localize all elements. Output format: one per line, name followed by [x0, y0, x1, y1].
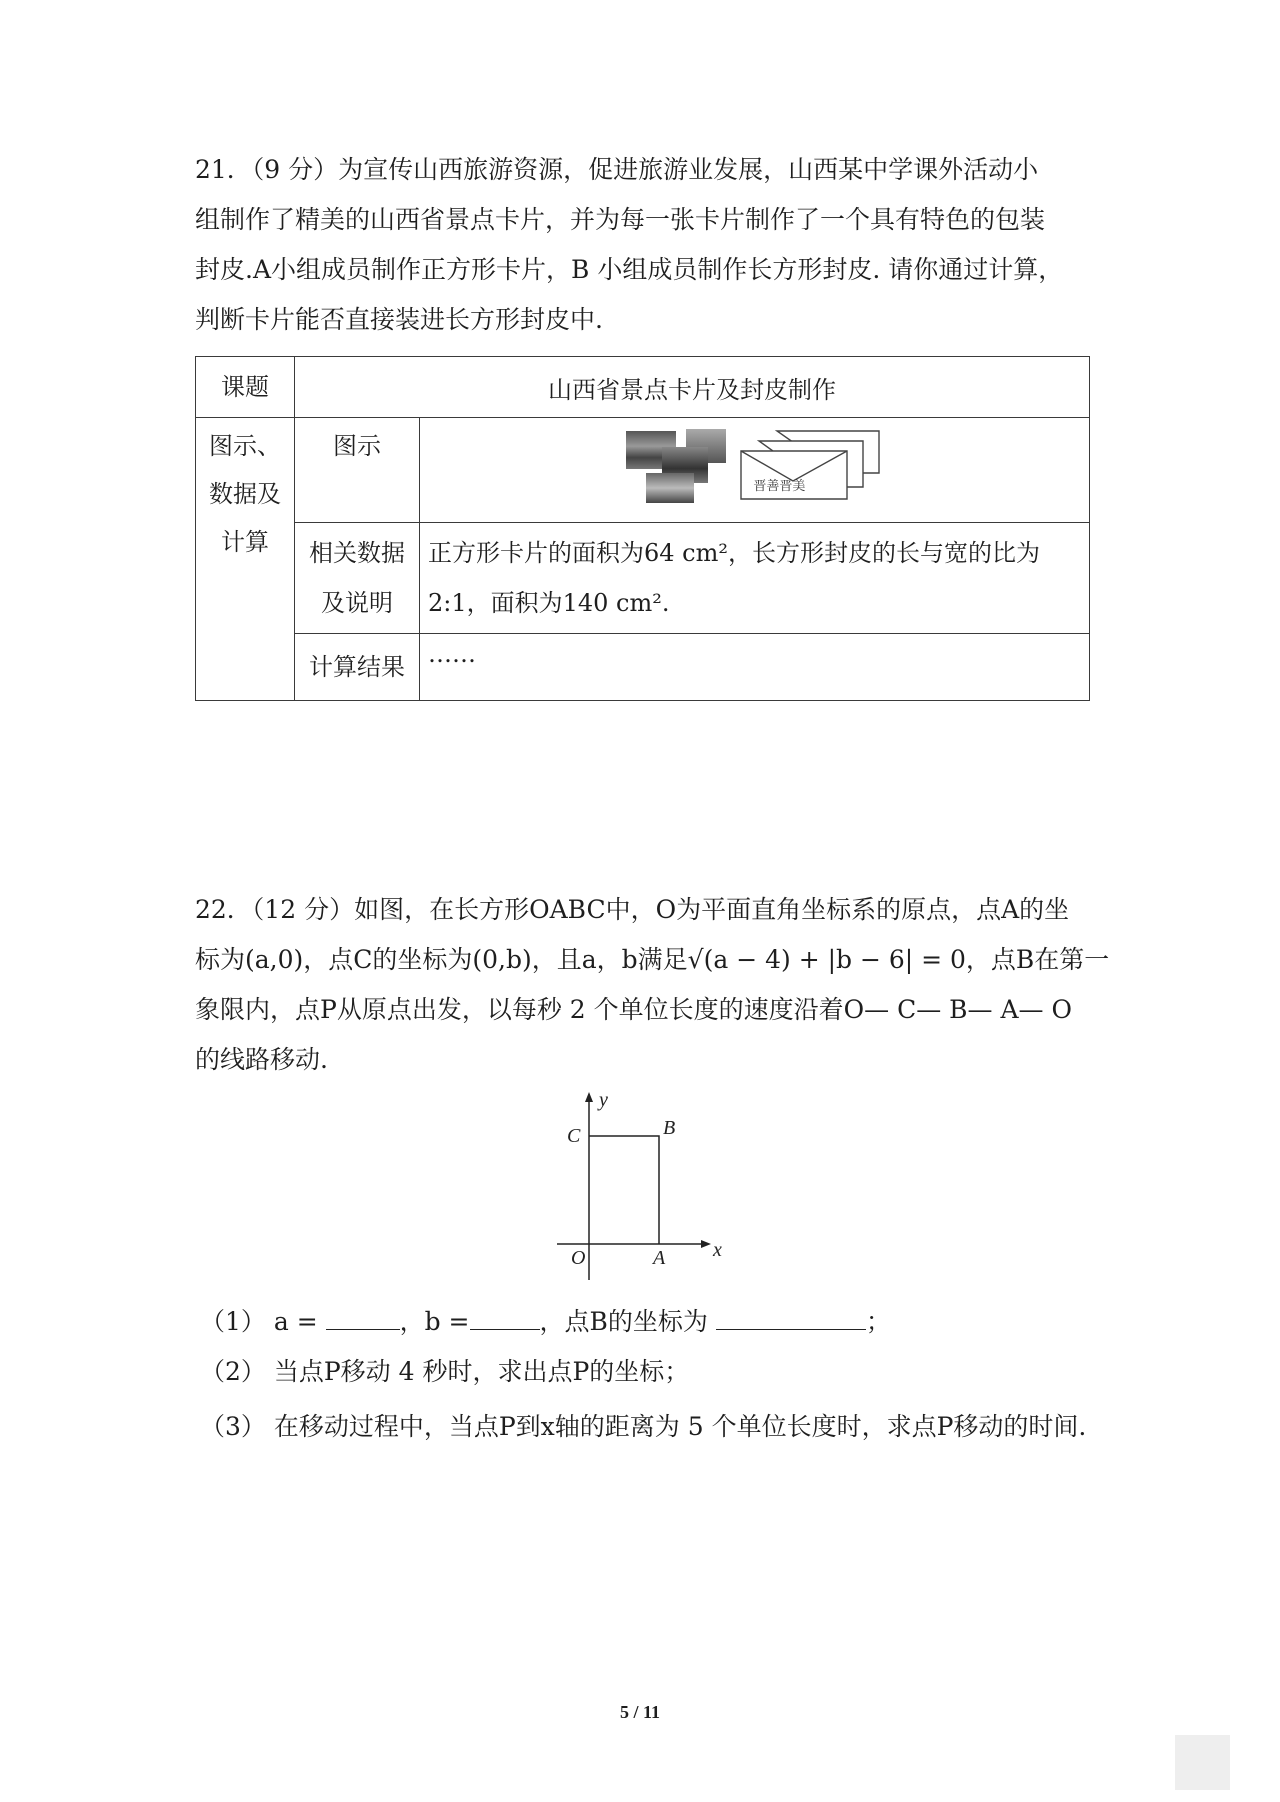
page-number: 5 / 11 — [619, 1702, 660, 1722]
x-axis-label: x — [713, 1239, 722, 1261]
topic-value: 山西省景点卡片及封皮制作 — [295, 357, 1090, 418]
envelope-text: 晋善晋美 — [753, 479, 806, 494]
point-b-label: B — [663, 1117, 676, 1139]
rectangle-oabc — [589, 1136, 659, 1244]
result-label: 计算结果 — [295, 634, 420, 701]
table-row — [196, 357, 1090, 418]
figure-cell — [420, 418, 1090, 523]
data-line: 正方形卡片的面积为64 cm²，长方形封皮的长与宽的比为 — [428, 539, 1040, 567]
section-label-line: 计算 — [221, 528, 269, 556]
point-o-label: O — [571, 1247, 586, 1269]
corner-mark — [1175, 1735, 1230, 1790]
data-label-line: 及说明 — [321, 589, 393, 617]
data-label — [295, 523, 420, 634]
answer-blank-a[interactable] — [326, 1303, 400, 1330]
question-22-text — [195, 885, 1110, 1085]
section-label-line: 图示、 — [209, 432, 281, 460]
sq1-end: ； — [865, 1307, 891, 1336]
q21-line: 封皮.A小组成员制作正方形卡片，B 小组成员制作长方形封皮. 请你通过计算， — [195, 255, 1064, 284]
table-row — [196, 418, 1090, 523]
sq1-prefix: （1） a = — [200, 1307, 318, 1336]
point-a-label: A — [653, 1247, 666, 1269]
section-label — [196, 418, 295, 701]
section-label-line: 数据及 — [209, 480, 281, 508]
y-axis-arrow-icon — [585, 1092, 593, 1102]
q22-line: 象限内，点P从原点出发，以每秒 2 个单位长度的速度沿着O— C— B— A— O — [195, 995, 1072, 1024]
answer-blank-b[interactable] — [470, 1303, 540, 1330]
point-c-label: C — [567, 1125, 581, 1147]
data-label-line: 相关数据 — [309, 539, 405, 567]
sq1-mid2: ，点B的坐标为 — [539, 1307, 708, 1336]
q22-line: 22．（12 分）如图，在长方形OABC中，O为平面直角坐标系的原点，点A的坐 — [195, 895, 1070, 924]
question-21-text — [195, 145, 1095, 345]
q21-line: 判断卡片能否直接装进长方形封皮中. — [195, 305, 603, 334]
table-row — [196, 634, 1090, 701]
y-axis-label: y — [599, 1090, 608, 1111]
q21-line: 组制作了精美的山西省景点卡片，并为每一张卡片制作了一个具有特色的包装 — [195, 205, 1046, 234]
sq1-mid: ，b = — [399, 1307, 470, 1336]
subquestion-2: （2） 当点P移动 4 秒时，求出点P的坐标； — [200, 1357, 690, 1386]
subquestion-1 — [200, 1302, 891, 1338]
q22-line: 的线路移动. — [195, 1045, 328, 1074]
topic-label: 课题 — [196, 357, 295, 418]
q22-line: 标为(a,0)，点C的坐标为(0,b)，且a，b满足√(a − 4) + |b − 6| = 0，点B在第一 — [195, 945, 1110, 974]
data-line: 2:1，面积为140 cm². — [428, 589, 670, 617]
q21-line: 21．（9 分）为宣传山西旅游资源，促进旅游业发展，山西某中学课外活动小 — [195, 155, 1039, 184]
coordinate-figure — [555, 1090, 735, 1285]
card-info-table — [195, 356, 1090, 701]
x-axis-arrow-icon — [701, 1240, 711, 1248]
envelope-image — [733, 429, 883, 505]
table-row — [196, 523, 1090, 634]
answer-blank-point-b[interactable] — [716, 1303, 866, 1330]
figure-label: 图示 — [295, 418, 420, 523]
subquestion-3: （3） 在移动过程中，当点P到x轴的距离为 5 个单位长度时，求点P移动的时间. — [200, 1412, 1087, 1441]
scenic-photos-image — [626, 429, 726, 505]
data-description — [420, 523, 1090, 634]
result-value: …… — [420, 634, 1090, 701]
